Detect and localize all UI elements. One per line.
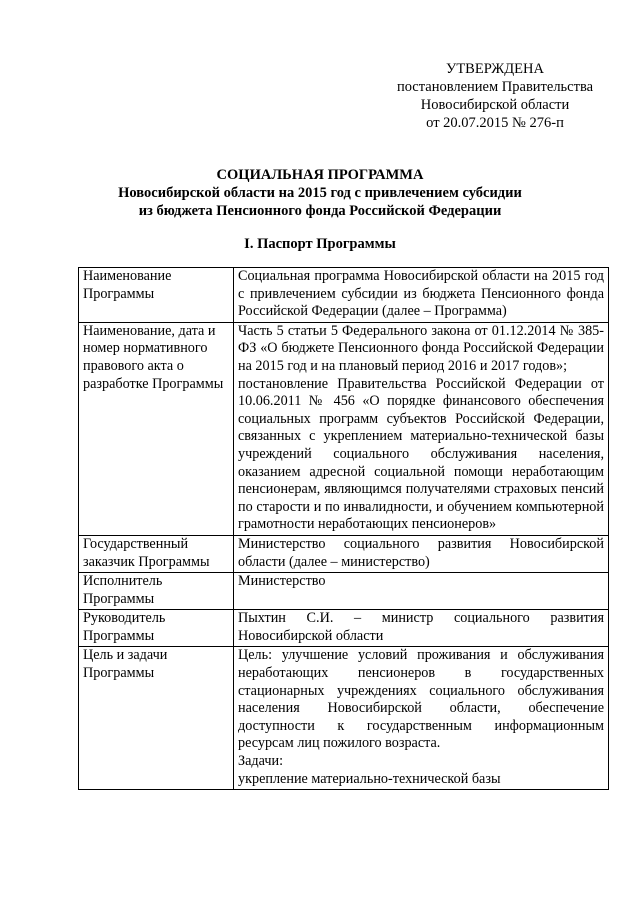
approval-line-2: постановлением Правительства: [396, 79, 594, 95]
row-label: Наименование Программы: [79, 268, 234, 323]
row-value: [234, 647, 609, 790]
row-value-paragraph: Министерство социального развития Новосибирской области (далее – министерство): [238, 535, 604, 570]
table-row: [79, 647, 609, 790]
row-value-paragraph: Пыхтин С.И. – министр социального развития Новосибирской области: [238, 610, 604, 644]
row-value-paragraph: укрепление материально-технической базы: [238, 770, 501, 787]
row-value-paragraph: Социальная программа Новосибирской области на 2015 год с привлечением субсидии из бюджета Пенсионного фонда Российской Федерации (далее – Программа): [238, 268, 604, 320]
table-row: [79, 610, 609, 647]
table-row: [79, 268, 609, 323]
approval-stamp: [380, 60, 610, 132]
row-value-paragraph: Часть 5 статьи 5 Федерального закона от 01.12.2014 № 385-ФЗ «О бюджете Пенсионного фонда Российской Федерации на 2015 год и на плановый период 2016 и 2017 годов»;: [238, 322, 604, 374]
row-value-paragraph: Министерство: [238, 573, 326, 590]
row-label: Цель и задачи Программы: [79, 647, 234, 790]
document-title: [40, 166, 600, 220]
row-label: Наименование, дата и номер нормативного правового акта о разработке Программы: [79, 322, 234, 535]
passport-table: [78, 267, 609, 790]
approval-line-1: УТВЕРЖДЕНА: [446, 61, 544, 77]
row-value: [234, 535, 609, 572]
row-value: [234, 610, 609, 647]
row-value-paragraph: Задачи:: [238, 753, 284, 770]
title-line-1: СОЦИАЛЬНАЯ ПРОГРАММА: [216, 167, 424, 183]
title-line-2: Новосибирской области на 2015 год с привлечением субсидии: [118, 185, 522, 201]
row-value: [234, 268, 609, 323]
row-label: Руководитель Программы: [79, 610, 234, 647]
row-label: Исполнитель Программы: [79, 573, 234, 610]
table-row: [79, 573, 609, 610]
table-row: [79, 535, 609, 572]
row-value: [234, 322, 609, 535]
section-heading: I. Паспорт Программы: [244, 236, 396, 252]
title-line-3: из бюджета Пенсионного фонда Российской Федерации: [138, 203, 502, 219]
approval-line-4: от 20.07.2015 № 276-п: [426, 115, 564, 131]
table-row: [79, 322, 609, 535]
row-value-paragraph: Цель: улучшение условий проживания и обслуживания неработающих пенсионеров в государственных стационарных учреждениях социального обслуживания населения Новосибирской области, обеспечение доступности к государственным информационным ресурсам лиц пожилого возраста.: [238, 647, 604, 752]
row-value: [234, 573, 609, 610]
row-value-paragraph: постановление Правительства Российской Федерации от 10.06.2011 № 456 «О порядке финансового обеспечения социальных программ субъектов Российской Федерации, связанных с укреплением материально-технической базы учреждений социального обслуживания населения, оказанием адресной социальной помощи неработающим пенсионерам, являющимся получателями страховых пенсий по старости и по инвалидности, и обучением компьютерной грамотности неработающих пенсионеров»: [238, 375, 604, 533]
row-label: Государственный заказчик Программы: [79, 535, 234, 572]
approval-line-3: Новосибирской области: [420, 97, 570, 113]
